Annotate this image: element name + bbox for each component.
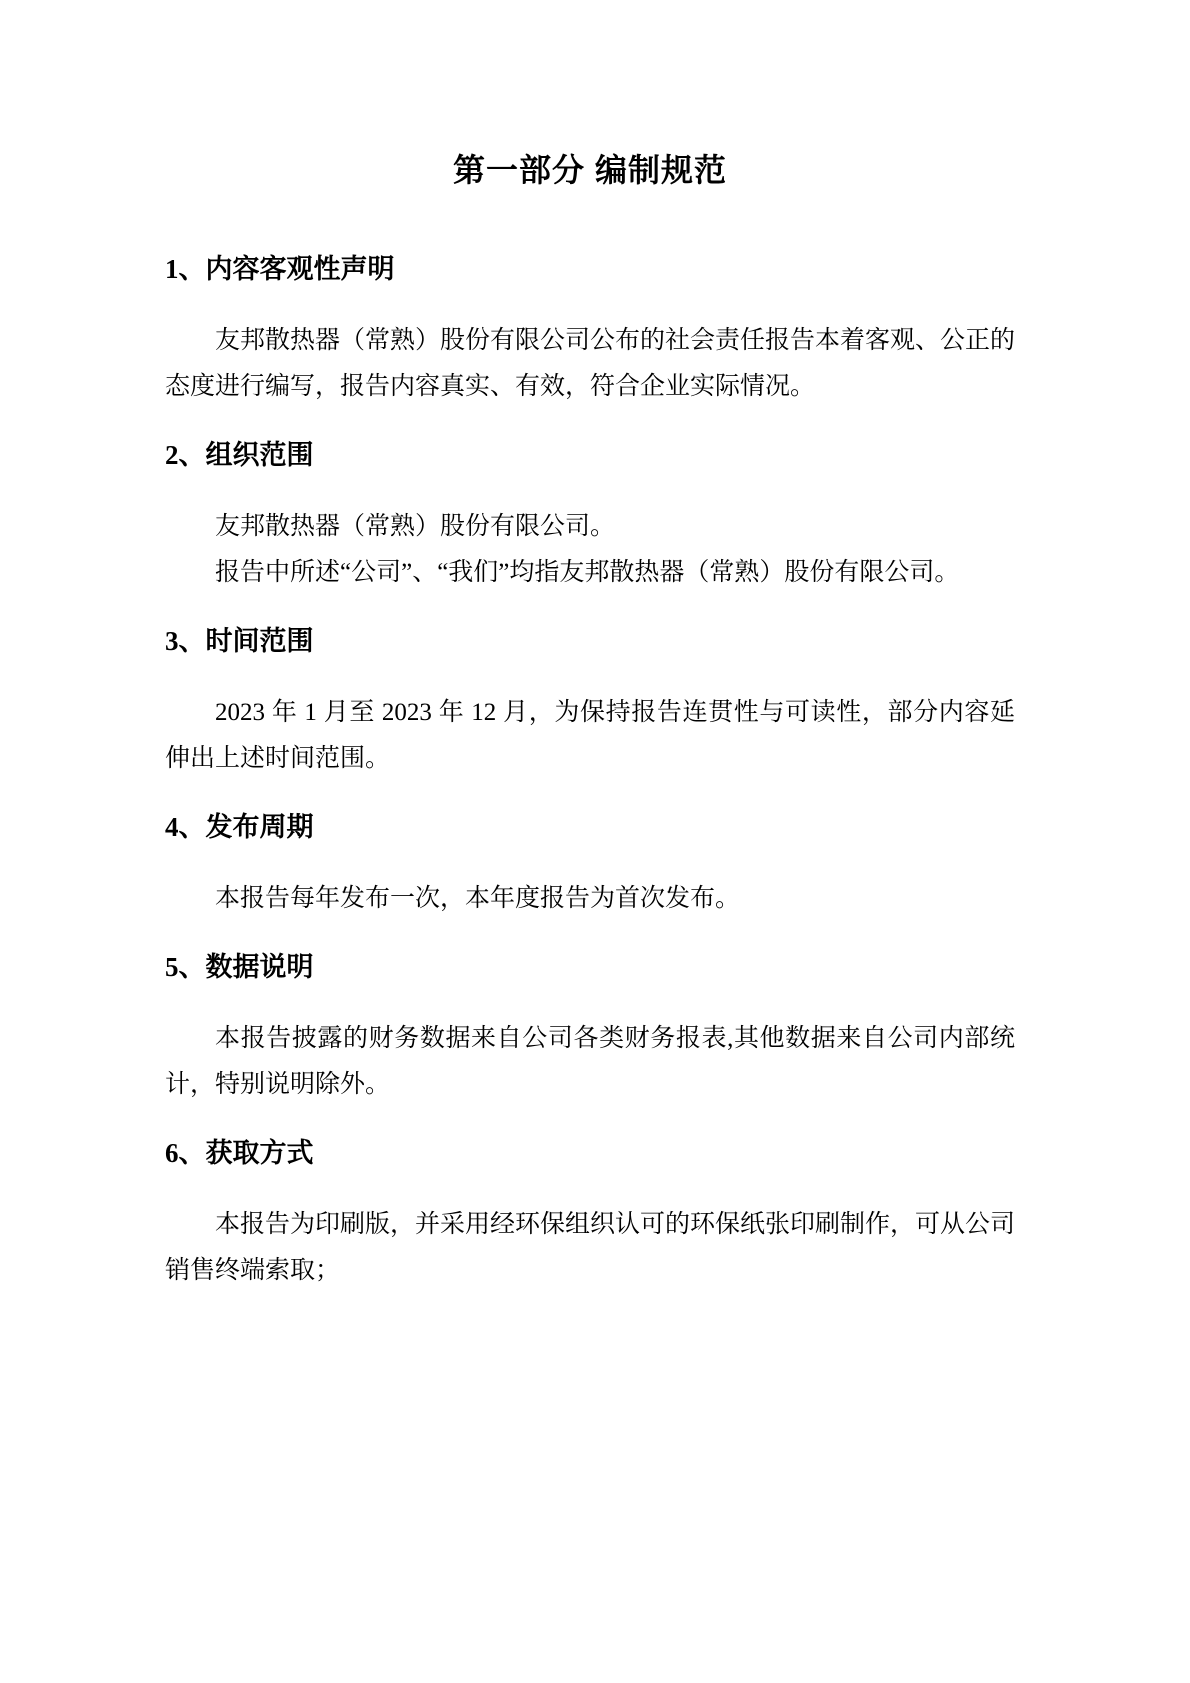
- section-title: 发布周期: [205, 812, 314, 842]
- report-section-3: [165, 624, 1015, 782]
- section-number: 4、: [165, 812, 206, 842]
- section-paragraph: 友邦散热器（常熟）股份有限公司。: [215, 513, 616, 540]
- section-paragraph: 报告中所述“公司”、“我们”均指友邦散热器（常熟）股份有限公司。: [215, 559, 960, 586]
- section-title: 获取方式: [205, 1138, 314, 1168]
- section-title: 时间范围: [205, 626, 314, 656]
- section-title: 内容客观性声明: [205, 254, 395, 284]
- report-section-1: [165, 252, 1015, 410]
- section-title: 数据说明: [205, 952, 314, 982]
- section-heading: [165, 252, 1015, 286]
- section-paragraph: 2023 年 1 月至 2023 年 12 月，为保持报告连贯性与可读性，部分内容延伸出上述时间范围。: [165, 699, 1015, 772]
- section-heading: [165, 438, 1015, 472]
- section-heading: [165, 810, 1015, 844]
- section-number: 3、: [165, 626, 206, 656]
- section-number: 5、: [165, 952, 206, 982]
- section-paragraph: 友邦散热器（常熟）股份有限公司公布的社会责任报告本着客观、公正的态度进行编写，报告内容真实、有效，符合企业实际情况。: [165, 327, 1016, 400]
- section-heading: [165, 624, 1015, 658]
- section-paragraph: 本报告披露的财务数据来自公司各类财务报表,其他数据来自公司内部统计，特别说明除外。: [165, 1025, 1015, 1098]
- document-title: 第一部分 编制规范: [453, 152, 727, 188]
- report-section-6: [165, 1136, 1015, 1294]
- section-heading: [165, 1136, 1015, 1170]
- section-paragraph: 本报告每年发布一次，本年度报告为首次发布。: [215, 885, 741, 912]
- section-heading: [165, 950, 1015, 984]
- report-section-2: [165, 438, 1015, 596]
- sections-container: [165, 252, 1015, 1294]
- section-paragraph: 本报告为印刷版，并采用经环保组织认可的环保纸张印刷制作，可从公司销售终端索取；: [165, 1211, 1016, 1284]
- section-number: 6、: [165, 1138, 206, 1168]
- section-number: 1、: [165, 254, 206, 284]
- section-number: 2、: [165, 440, 206, 470]
- section-title: 组织范围: [205, 440, 314, 470]
- report-section-5: [165, 950, 1015, 1108]
- report-section-4: [165, 810, 1015, 922]
